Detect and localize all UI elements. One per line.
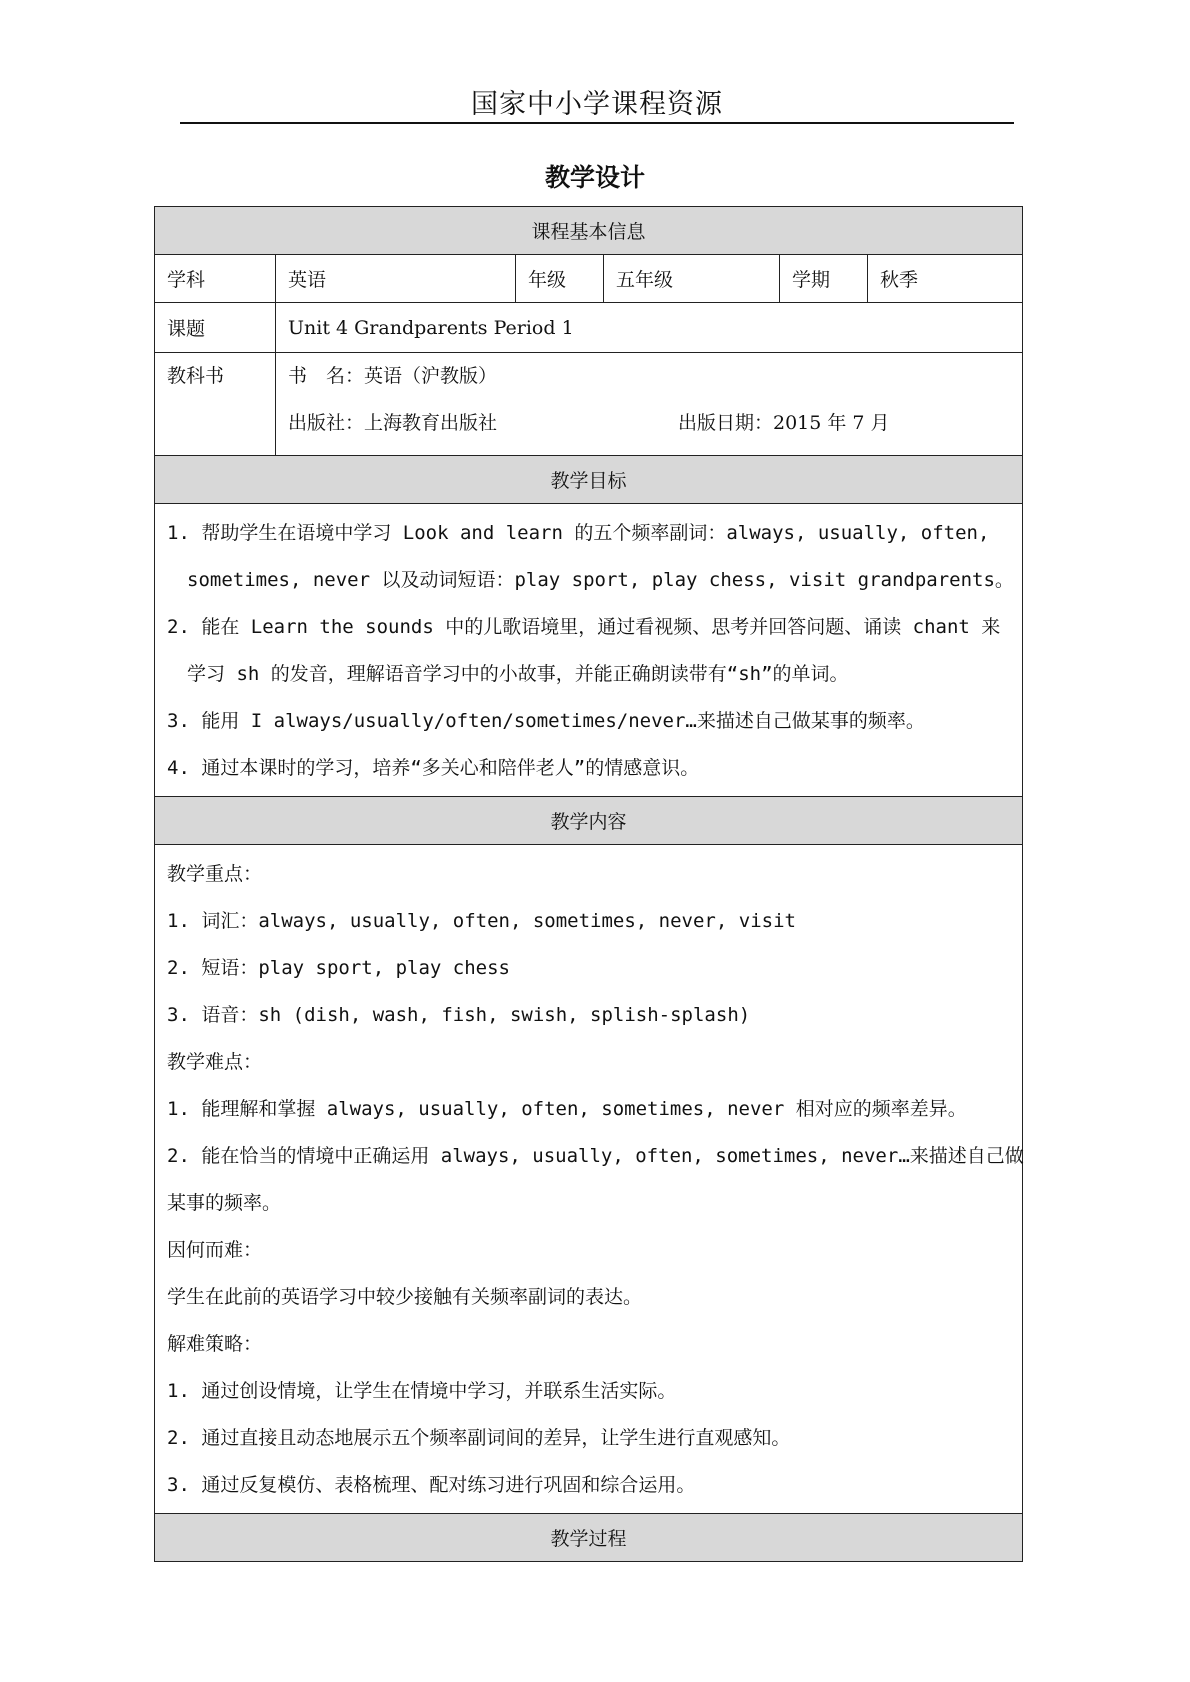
content-row xyxy=(155,845,1023,1514)
section-header-process xyxy=(155,1514,1023,1562)
objective-line: 1. 帮助学生在语境中学习 Look and learn 的五个频率副词：always, usually, often, xyxy=(167,522,990,544)
objective-line: 4. 通过本课时的学习，培养“多关心和陪伴老人”的情感意识。 xyxy=(167,757,700,779)
section-header-basic-info xyxy=(155,207,1023,255)
objective-line: 学习 sh 的发音，理解语音学习中的小故事，并能正确朗读带有“sh”的单词。 xyxy=(187,663,849,685)
header-rule xyxy=(180,122,1014,124)
publisher: 出版社：上海教育出版社 xyxy=(288,412,498,434)
content-line: 解难策略： xyxy=(167,1333,263,1355)
document-title: 教学设计 xyxy=(544,163,645,192)
basic-info-row xyxy=(155,255,1023,303)
section-title: 教学目标 xyxy=(155,456,1023,504)
content-line: 2. 通过直接且动态地展示五个频率副词间的差异，让学生进行直观感知。 xyxy=(167,1427,791,1449)
topic-row xyxy=(155,303,1023,353)
objective-line: 2. 能在 Learn the sounds 中的儿歌语境里，通过看视频、思考并回答问题、诵读 chant 来 xyxy=(167,616,1001,638)
content-line: 1. 能理解和掌握 always, usually, often, sometimes, never 相对应的频率差异。 xyxy=(167,1098,967,1120)
content-cell xyxy=(155,845,1023,1514)
topic-label: 课题 xyxy=(155,303,276,353)
section-title: 教学内容 xyxy=(155,797,1023,845)
content-line: 3. 语音：sh (dish, wash, fish, swish, splish-splash) xyxy=(167,1004,751,1026)
topic-value: Unit 4 Grandparents Period 1 xyxy=(276,303,1023,353)
section-header-objectives xyxy=(155,456,1023,504)
textbook-row xyxy=(155,353,1023,456)
content-line: 2. 短语：play sport, play chess xyxy=(167,957,510,979)
lesson-plan-table xyxy=(154,206,1023,1562)
content-line: 1. 通过创设情境，让学生在情境中学习，并联系生活实际。 xyxy=(167,1380,677,1402)
section-title: 教学过程 xyxy=(155,1514,1023,1562)
content-line: 3. 通过反复模仿、表格梳理、配对练习进行巩固和综合运用。 xyxy=(167,1474,696,1496)
subject-label: 学科 xyxy=(155,255,276,303)
section-title: 课程基本信息 xyxy=(155,207,1023,255)
term-label: 学期 xyxy=(780,255,868,303)
content-line: 某事的频率。 xyxy=(167,1192,282,1214)
page-header-title: 国家中小学课程资源 xyxy=(471,89,723,120)
content-line: 2. 能在恰当的情境中正确运用 always, usually, often, sometimes, never…来描述自己做 xyxy=(167,1145,1024,1167)
objectives-cell xyxy=(155,504,1023,797)
content-line: 1. 词汇：always, usually, often, sometimes, never, visit xyxy=(167,910,796,932)
objective-line: sometimes, never 以及动词短语：play sport, play chess, visit grandparents。 xyxy=(187,569,1014,591)
content-line: 教学难点： xyxy=(167,1051,263,1073)
term-value: 秋季 xyxy=(868,255,1023,303)
objectives-row xyxy=(155,504,1023,797)
content-line: 教学重点： xyxy=(167,863,263,885)
textbook-name: 书 名：英语（沪教版） xyxy=(288,365,498,387)
content-line: 因何而难： xyxy=(167,1239,263,1261)
publisher-line xyxy=(288,408,1010,455)
section-header-content xyxy=(155,797,1023,845)
subject-value: 英语 xyxy=(276,255,516,303)
objective-line: 3. 能用 I always/usually/often/sometimes/never…来描述自己做某事的频率。 xyxy=(167,710,925,732)
grade-label: 年级 xyxy=(516,255,604,303)
textbook-info xyxy=(276,353,1023,456)
publish-date: 出版日期：2015 年 7 月 xyxy=(678,412,890,434)
textbook-label: 教科书 xyxy=(155,353,276,456)
content-line: 学生在此前的英语学习中较少接触有关频率副词的表达。 xyxy=(167,1286,643,1308)
grade-value: 五年级 xyxy=(604,255,780,303)
